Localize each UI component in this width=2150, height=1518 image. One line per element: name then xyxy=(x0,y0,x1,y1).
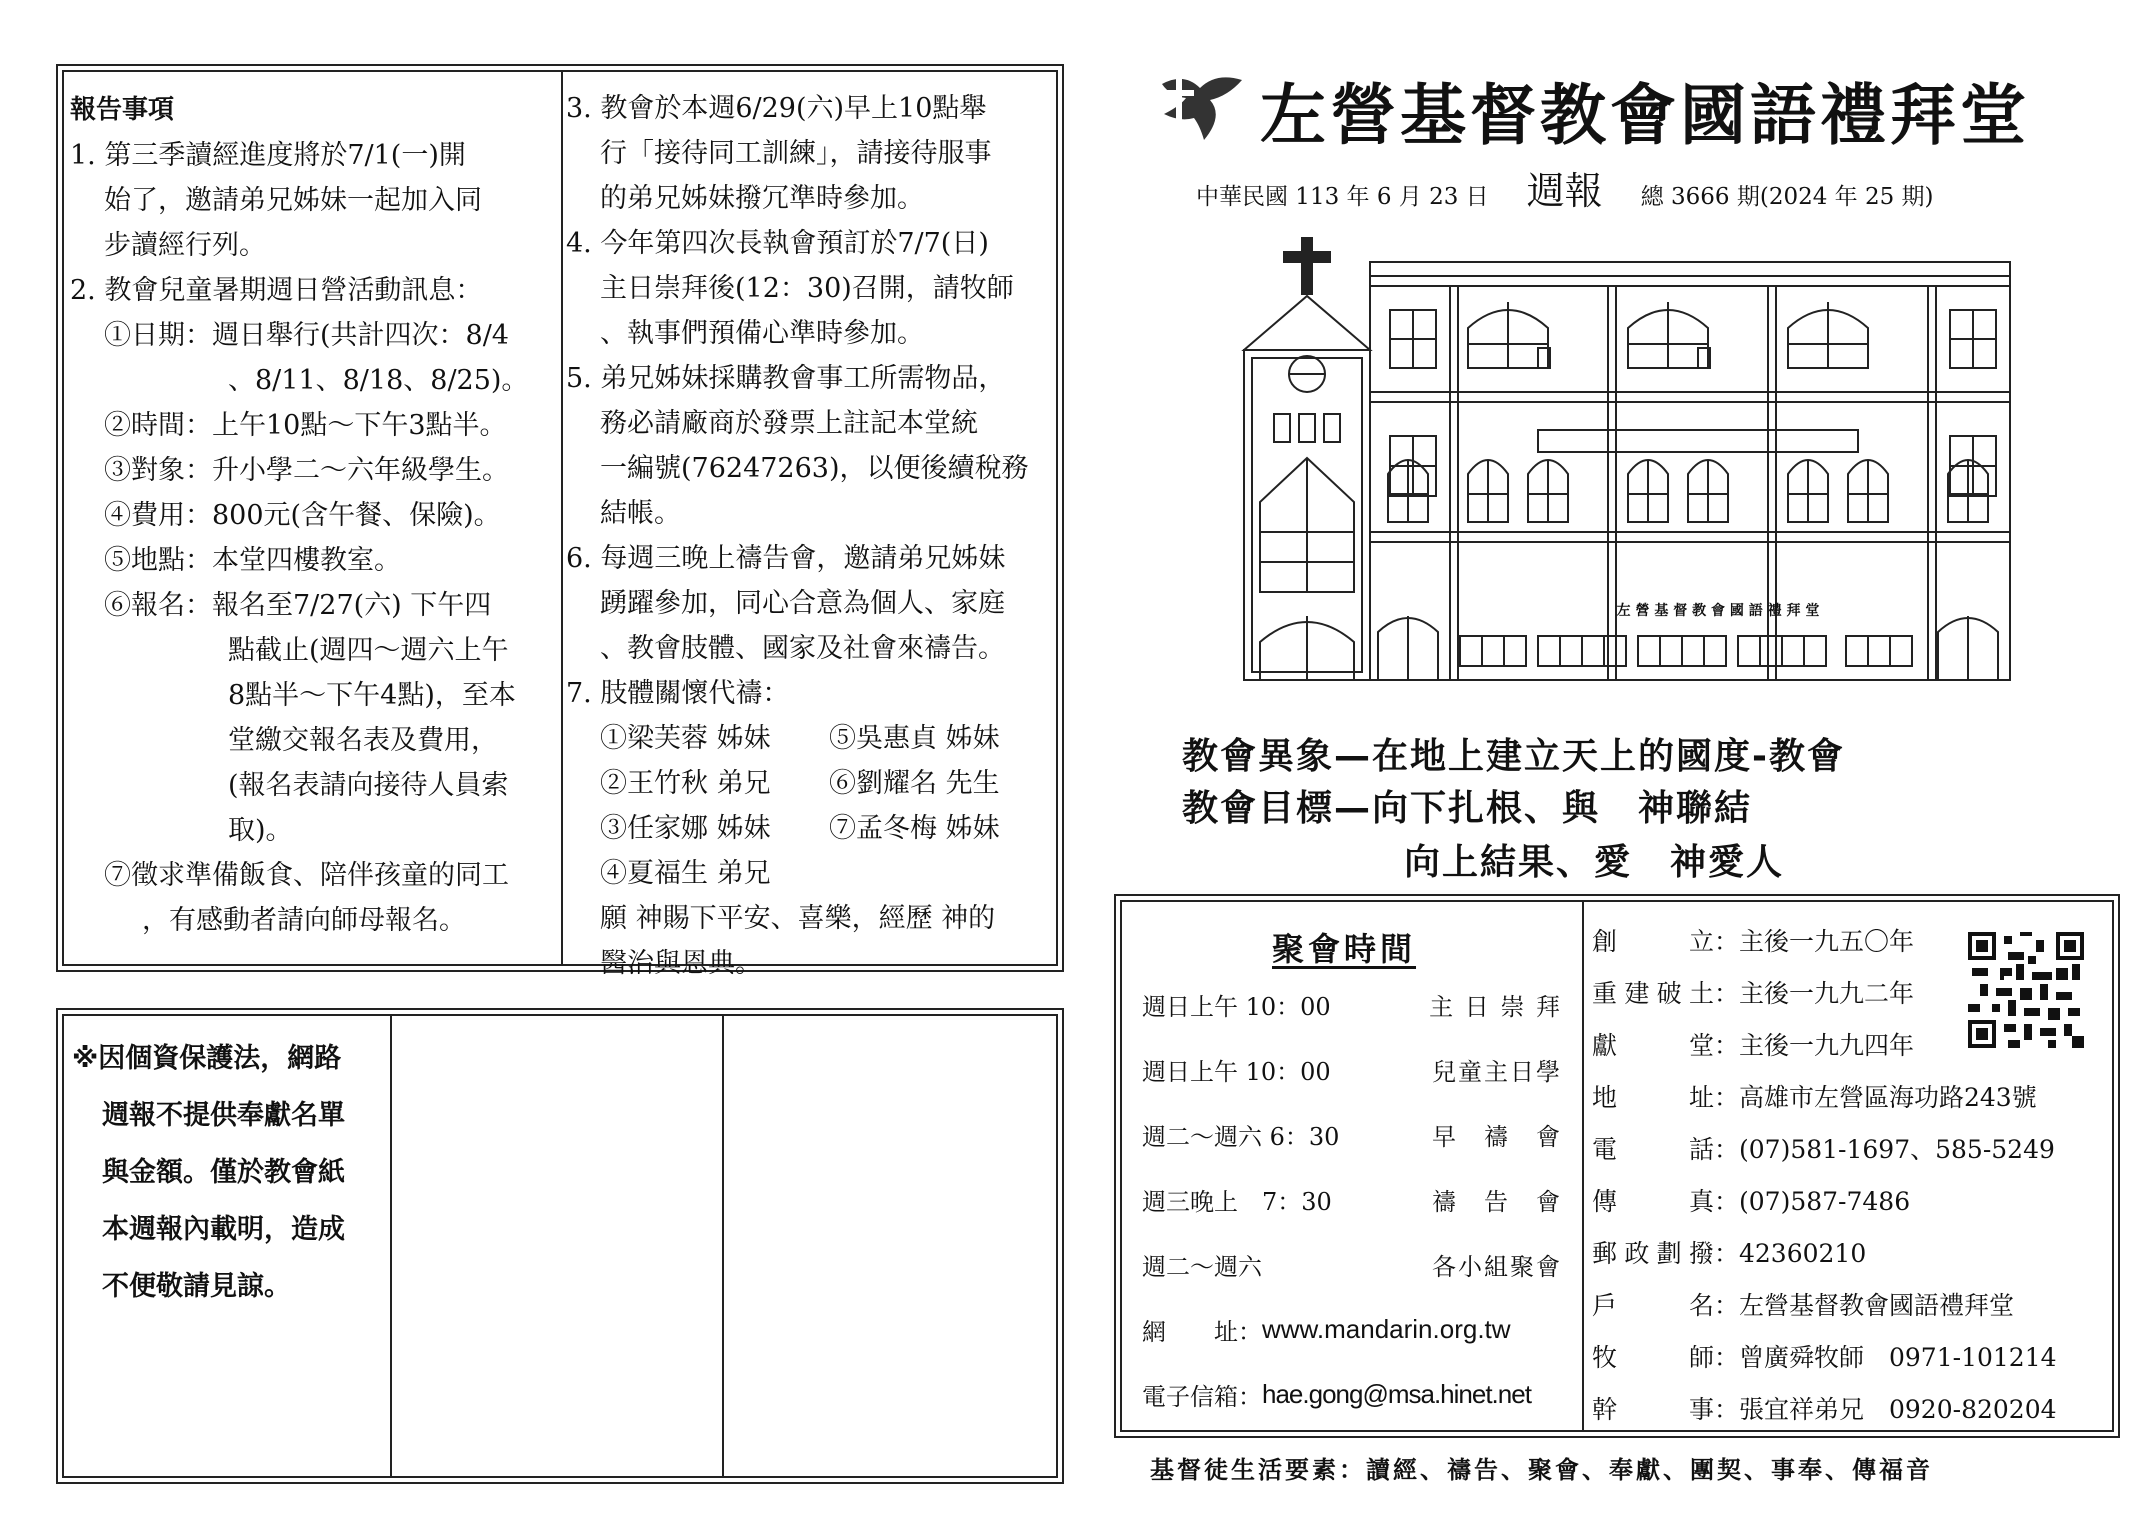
announcement-line: 3. 教會於本週6/29(六)早上10點舉 xyxy=(566,93,987,124)
announcement-line: 5. 弟兄姊妹採購教會事工所需物品， xyxy=(566,363,1006,394)
announcement-line: 4. 今年第四次長執會預訂於7/7(日) xyxy=(566,228,989,259)
announcement-line: 一編號(76247263)，以便後續稅務 xyxy=(600,453,1029,484)
notice-divider-2 xyxy=(722,1016,724,1476)
church-logo-icon xyxy=(1150,66,1250,146)
prayer-name: ④夏福生 弟兄 xyxy=(600,858,771,889)
website-link[interactable]: www.mandarin.org.tw xyxy=(1262,1314,1511,1344)
church-info-value: ：高雄市左營區海功路243號 xyxy=(1714,1083,2037,1112)
meetings-list xyxy=(1142,972,1572,1427)
meeting-time: 週二～週六 6：30 xyxy=(1142,1123,1340,1151)
website-row xyxy=(1142,1297,1572,1362)
issue-date: 中華民國 113 年 6 月 23 日 xyxy=(1196,184,1489,210)
meeting-row xyxy=(1142,1232,1572,1297)
announcement-line: 堂繳交報名表及費用， xyxy=(228,725,498,756)
announcement-line: 主日崇拜後(12：30)召開，請牧師 xyxy=(600,273,1014,304)
church-building-illustration xyxy=(1238,232,2018,692)
announcement-line: 7. 肢體關懷代禱： xyxy=(566,678,790,709)
church-info-row xyxy=(1592,1070,2112,1122)
qr-code-icon xyxy=(1968,932,2084,1048)
church-info-label: 傳真 xyxy=(1592,1187,1714,1216)
announcement-line: 始了，邀請弟兄姊妹一起加入同 xyxy=(104,185,482,216)
announcement-line: 、8/11、8/18、8/25)。 xyxy=(228,365,529,396)
prayer-name: ②王竹秋 弟兄 xyxy=(600,768,771,799)
announcement-line: ⑦徵求準備飯食、陪伴孩童的同工 xyxy=(104,860,509,891)
meeting-name: 兒童主日學 xyxy=(1432,1058,1562,1086)
announcements-title: 報告事項 xyxy=(70,95,175,125)
church-name: 左營基督教會國語禮拜堂 xyxy=(1260,76,2030,154)
meeting-name: 主 日 崇 拜 xyxy=(1429,993,1562,1021)
church-info-value: ：(07)581-1697、585-5249 xyxy=(1714,1135,2055,1164)
meeting-time: 週日上午 10：00 xyxy=(1142,993,1331,1021)
meeting-row xyxy=(1142,1037,1572,1102)
church-info-value: ：(07)587-7486 xyxy=(1714,1187,1911,1216)
prayer-name: ①梁芙蓉 姊妹 xyxy=(600,723,771,754)
email-row xyxy=(1142,1362,1572,1427)
church-info-value: ：主後一九九二年 xyxy=(1714,979,1915,1008)
email-label: 電子信箱： xyxy=(1142,1383,1262,1411)
announcement-line: ③對象：升小學二～六年級學生。 xyxy=(104,455,509,486)
meetings-title: 聚會時間 xyxy=(1272,930,1417,968)
blessing-line: 醫治與恩典。 xyxy=(600,948,762,979)
prayer-name xyxy=(829,851,1058,896)
church-info-row xyxy=(1592,1330,2112,1382)
meeting-row xyxy=(1142,972,1572,1037)
announcement-line: 、教會肢體、國家及社會來禱告。 xyxy=(600,633,1005,664)
church-info-label: 重建破土 xyxy=(1592,979,1714,1008)
prayer-name: ⑥劉耀名 先生 xyxy=(829,768,1000,799)
announcement-line: ④費用：800元(含午餐、保險)。 xyxy=(104,500,501,531)
notice-box xyxy=(62,1014,1058,1478)
church-info-label: 牧師 xyxy=(1592,1343,1714,1372)
website-label: 網 址： xyxy=(1142,1318,1262,1346)
church-info-label: 戶名 xyxy=(1592,1291,1714,1320)
announcement-line: 務必請廠商於發票上註記本堂統 xyxy=(600,408,978,439)
announcement-line: 的弟兄姊妹撥冗準時參加。 xyxy=(600,183,924,214)
privacy-notice-line: 本週報內載明，造成 xyxy=(102,1214,345,1245)
announcement-line: 6. 每週三晚上禱告會，邀請弟兄姊妹 xyxy=(566,543,1006,574)
meeting-name: 早 禱 會 xyxy=(1432,1123,1562,1151)
prayer-list-row xyxy=(566,761,1058,806)
privacy-notice-line: ※因個資保護法，網路 xyxy=(72,1043,342,1074)
church-info-row xyxy=(1592,1122,2112,1174)
meeting-row xyxy=(1142,1167,1572,1232)
church-info-label: 地址 xyxy=(1592,1083,1714,1112)
announcement-line: ⑥報名：報名至7/27(六) 下午四 xyxy=(104,590,492,621)
church-info-row xyxy=(1592,1174,2112,1226)
church-info-row xyxy=(1592,1382,2112,1434)
prayer-list-row xyxy=(566,851,1058,896)
church-info-label: 獻堂 xyxy=(1592,1031,1714,1060)
notice-divider-1 xyxy=(390,1016,392,1476)
announcements-box xyxy=(62,70,1058,979)
meeting-name: 各小組聚會 xyxy=(1432,1253,1562,1281)
bulletin-label: 週報 xyxy=(1526,169,1603,213)
announcement-line: ，有感動者請向師母報名。 xyxy=(142,905,466,936)
prayer-list-row xyxy=(566,716,1058,761)
announcement-line: ①日期：週日舉行(共計四次：8/4 xyxy=(104,320,509,351)
church-info-row xyxy=(1592,1278,2112,1330)
church-info-label: 幹事 xyxy=(1592,1395,1714,1424)
meeting-time: 週日上午 10：00 xyxy=(1142,1058,1331,1086)
blessing-line: 願 神賜下平安、喜樂，經歷 神的 xyxy=(600,903,996,934)
privacy-notice-line: 不便敬請見諒。 xyxy=(102,1271,291,1302)
prayer-name: ⑤吳惠貞 姊妹 xyxy=(829,723,1000,754)
church-vision: 教會異象—在地上建立天上的國度-教會 xyxy=(1182,736,1845,777)
church-goal-continued: 向上結果、愛 神愛人 xyxy=(1404,842,1785,883)
announcements-right-column xyxy=(566,86,1058,986)
announcement-line: 2. 教會兒童暑期週日營活動訊息： xyxy=(70,275,483,306)
announcement-line: 結帳。 xyxy=(600,498,681,529)
church-info-value: ：主後一九九四年 xyxy=(1714,1031,1915,1060)
announcement-line: 踴躍參加，同心合意為個人、家庭 xyxy=(600,588,1005,619)
church-info-label: 電話 xyxy=(1592,1135,1714,1164)
announcement-line: 取)。 xyxy=(228,815,293,846)
church-info-value: ：左營基督教會國語禮拜堂 xyxy=(1714,1291,2015,1320)
privacy-notice-line: 週報不提供奉獻名單 xyxy=(102,1100,345,1131)
announcement-line: 行「接待同工訓練」，請接待服事 xyxy=(600,138,992,169)
building-sign: 左 營 基 督 教 會 國 語 禮 拜 堂 xyxy=(1616,603,1820,619)
prayer-list-row xyxy=(566,806,1058,851)
announcement-line: (報名表請向接待人員索 xyxy=(228,770,509,801)
issue-line xyxy=(1196,160,1934,215)
email-link[interactable]: hae.gong@msa.hinet.net xyxy=(1262,1379,1531,1409)
church-info-row xyxy=(1592,1226,2112,1278)
announcement-line: 8點半～下午4點)，至本 xyxy=(228,680,516,711)
church-info-value: ：42360210 xyxy=(1714,1239,1867,1268)
church-info-value: ：曾廣舜牧師 0971-101214 xyxy=(1714,1343,2057,1372)
meetings-divider xyxy=(1582,902,1584,1430)
church-goal: 教會目標—向下扎根、與 神聯結 xyxy=(1182,788,1753,829)
privacy-notice xyxy=(72,1030,345,1315)
announcement-line: 步讀經行列。 xyxy=(104,230,266,261)
prayer-name: ③任家娜 姊妹 xyxy=(600,813,771,844)
announcements-left-column xyxy=(70,88,558,943)
announcements-divider xyxy=(561,72,563,964)
privacy-notice-line: 與金額。僅於教會紙 xyxy=(102,1157,345,1188)
announcement-line: 、執事們預備心準時參加。 xyxy=(600,318,924,349)
church-info-value: ：主後一九五〇年 xyxy=(1714,927,1915,956)
announcement-line: 點截止(週四～週六上午 xyxy=(228,635,509,666)
meetings-info-box xyxy=(1120,900,2114,1432)
issue-number: 總 3666 期(2024 年 25 期) xyxy=(1640,184,1934,210)
announcement-line: ⑤地點：本堂四樓教室。 xyxy=(104,545,401,576)
announcement-line: ②時間：上午10點～下午3點半。 xyxy=(104,410,507,441)
meeting-name: 禱 告 會 xyxy=(1432,1188,1562,1216)
meeting-time: 週三晚上 7：30 xyxy=(1142,1188,1332,1216)
church-info-label: 郵政劃撥 xyxy=(1592,1239,1714,1268)
announcement-line: 1. 第三季讀經進度將於7/1(一)開 xyxy=(70,140,466,171)
prayer-name: ⑦孟冬梅 姊妹 xyxy=(829,813,1000,844)
meeting-time: 週二～週六 xyxy=(1142,1253,1262,1281)
church-info-label: 創立 xyxy=(1592,927,1714,956)
meeting-row xyxy=(1142,1102,1572,1167)
footer-motto: 基督徒生活要素：讀經、禱告、聚會、奉獻、團契、事奉、傳福音 xyxy=(1150,1456,1933,1484)
church-info-value: ：張宜祥弟兄 0920-820204 xyxy=(1714,1395,2057,1424)
